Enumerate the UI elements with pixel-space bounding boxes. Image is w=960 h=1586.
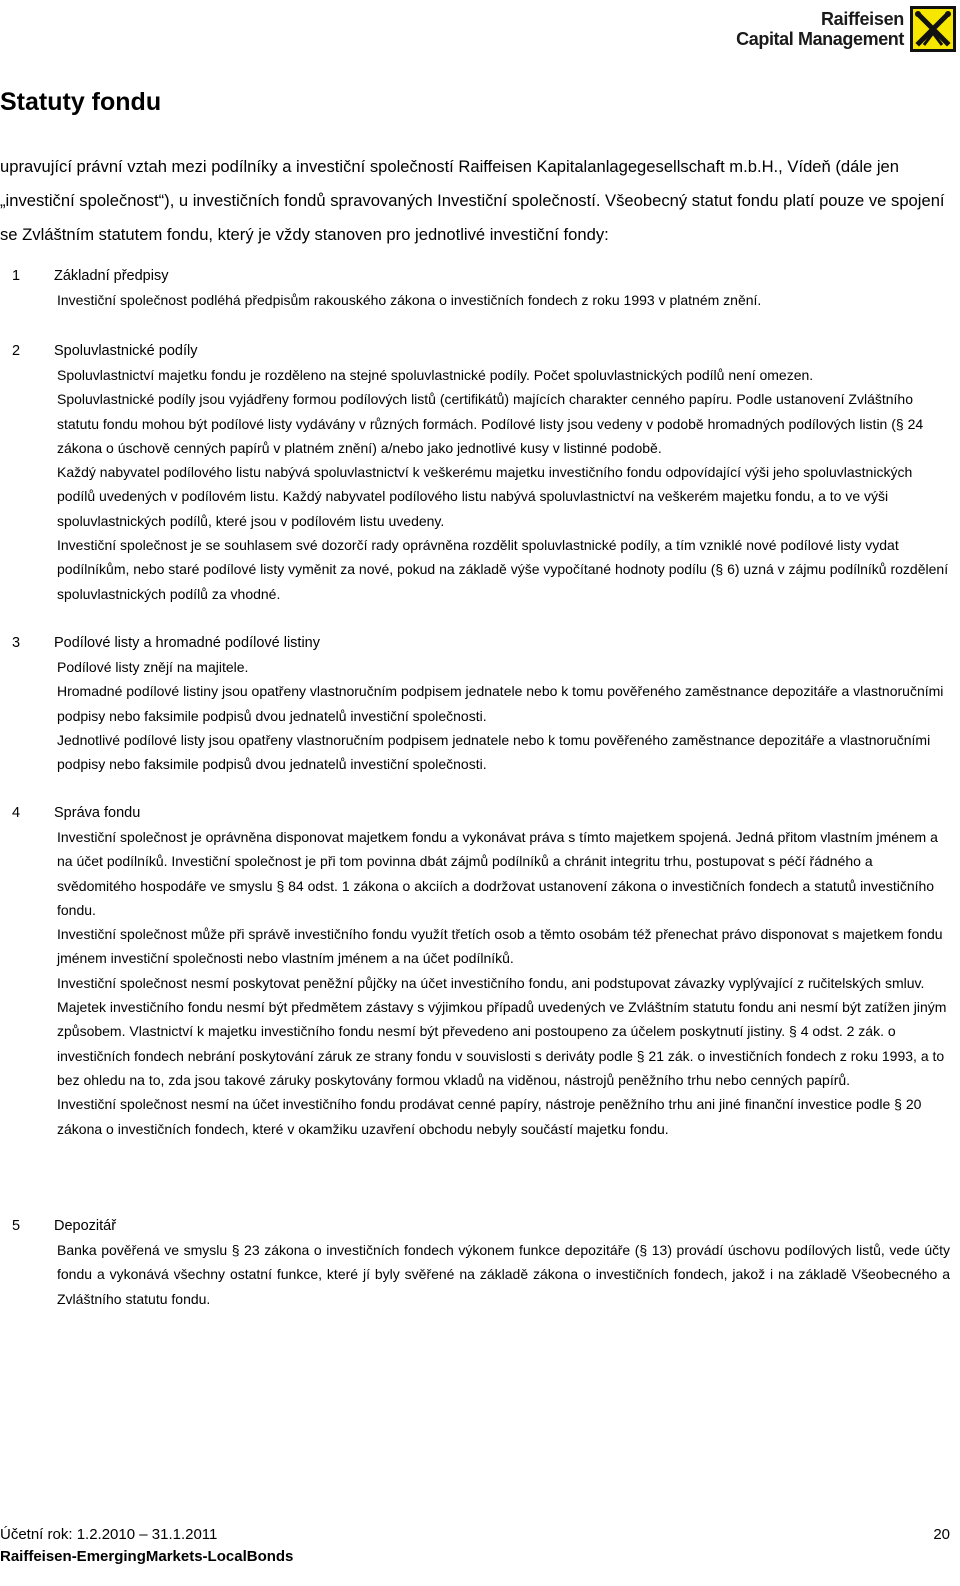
section-paragraph: Banka pověřená ve smyslu § 23 zákona o investičních fondech výkonem funkce depozitáře (§ 13) provádí úschovu podílových listů, vede účty fondu a vykonává všechny ostatní funkce, které jí byly svěřené na základě zákona o investičních fondech, jakož i na základě Všeobecného a Zvláštního statutu fondu. bbox=[57, 1242, 950, 1307]
section-paragraph: Jednotlivé podílové listy jsou opatřeny vlastnoručním podpisem jednatele nebo k tomu pověřeného zaměstnance depozitáře a vlastnoručními podpisy nebo faksimile podpisů dvou jednatelů investiční společnosti. bbox=[57, 731, 931, 773]
section-title: Základní předpisy bbox=[54, 268, 169, 284]
gable-cross-icon bbox=[910, 6, 956, 52]
page-title: Statuty fondu bbox=[0, 88, 162, 116]
section-number: 1 bbox=[12, 268, 21, 284]
section-paragraph: Podílové listy znějí na majitele. bbox=[57, 659, 249, 675]
section-number: 2 bbox=[12, 343, 21, 359]
fiscal-year: Účetní rok: 1.2.2010 – 31.1.2011 bbox=[0, 1526, 218, 1543]
section-basic-rules bbox=[0, 264, 950, 312]
section-heading bbox=[0, 1214, 950, 1238]
section-paragraph: Investiční společnost podléhá předpisům rakouského zákona o investičních fondech z roku 1993 v platném znění. bbox=[57, 292, 762, 308]
section-body bbox=[0, 1238, 950, 1311]
section-certificates bbox=[0, 631, 950, 776]
logo-line1: Raiffeisen bbox=[820, 9, 904, 29]
section-number: 5 bbox=[12, 1218, 21, 1234]
section-paragraph: Spoluvlastnictví majetku fondu je rozděleno na stejné spoluvlastnické podíly. Počet spoluvlastnických podílů není omezen. bbox=[57, 367, 814, 383]
section-paragraph: Investiční společnost je se souhlasem své dozorčí rady oprávněna rozdělit spoluvlastnické podíly, a tím vzniklé nové podílové listy vydat podílníkům, nebo staré podílové listy vyměnit za nové, pokud na základě výše vypočítané hodnoty podílu (§ 6) uzná v zájmu podílníků rozdělení spoluvlastnických podílů za vhodné. bbox=[57, 537, 949, 602]
intro-paragraph: upravující právní vztah mezi podílníky a investiční společností Raiffeisen Kapitalanlagegesellschaft m.b.H., Vídeň (dále jen „investiční společnost“), u investičních fondů spravovaných Investiční společností. Všeobecný statut fondu platí pouze ve spojení se Zvláštním statutem fondu, který je vždy stanoven pro jednotlivé investiční fondy: bbox=[0, 157, 945, 244]
page-footer bbox=[0, 1524, 950, 1568]
section-title: Depozitář bbox=[54, 1218, 117, 1234]
section-paragraph: Každý nabyvatel podílového listu nabývá spoluvlastnictví k veškerému majetku investičního fondu odpovídající výši jeho spoluvlastnických podílů uvedených v podílovém listu. Každý nabyvatel podílového listu nabývá spoluvlastnictví na veškerém majetku fondu, a to ve výši spoluvlastnických podílů, které jsou v podílovém listu uvedeny. bbox=[57, 464, 913, 529]
fund-name: Raiffeisen-EmergingMarkets-LocalBonds bbox=[0, 1548, 294, 1565]
section-heading bbox=[0, 631, 950, 655]
section-body bbox=[0, 825, 950, 1141]
logo-wordmark bbox=[736, 9, 904, 49]
section-number: 3 bbox=[12, 635, 21, 651]
section-fund-management bbox=[0, 801, 950, 1141]
section-body bbox=[0, 655, 950, 776]
section-body bbox=[0, 288, 950, 312]
section-shares bbox=[0, 339, 950, 606]
section-paragraph: Spoluvlastnické podíly jsou vyjádřeny formou podílových listů (certifikátů) majících charakter cenného papíru. Podle ustanovení Zvláštního statutu fondu mohou být podílové listy vydávány v různých formách. Podílové listy jsou vedeny v podobě hromadných podílových listin (§ 24 zákona o úschově cenných papírů v platném znění) a/nebo jako jednotlivé kusy v listinné podobě. bbox=[57, 391, 924, 456]
section-number: 4 bbox=[12, 805, 21, 821]
section-paragraph: Investiční společnost nesmí na účet investičního fondu prodávat cenné papíry, nástroje peněžního trhu ani jiné finanční investice podle § 20 zákona o investičních fondech, které v okamžiku uzavření obchodu nebyly součástí majetku fondu. bbox=[57, 1096, 922, 1137]
page-number: 20 bbox=[933, 1526, 950, 1543]
section-paragraph: Majetek investičního fondu nesmí být předmětem zástavy s výjimkou případů uvedených ve Zvláštním statutu fondu ani nesmí být zatížen jiným způsobem. Vlastnictví k majetku investičního fondu nesmí být převedeno ani postoupeno za účelem poskytnutí jistiny. § 4 odst. 2 zák. o investičních fondech nebrání poskytování záruk ze strany fondu v souvislosti s deriváty podle § 21 zák. o investičních fondech z roku 1993, a to bez ohledu na to, zda jsou takové záruky poskytovány formou vkladů na viděnou, nástrojů peněžního trhu nebo cenných papírů. bbox=[57, 999, 947, 1088]
section-heading bbox=[0, 339, 950, 363]
footer-row bbox=[0, 1524, 950, 1546]
section-title: Podílové listy a hromadné podílové listiny bbox=[54, 635, 320, 651]
section-paragraph: Investiční společnost nesmí poskytovat peněžní půjčky na účet investičního fondu, ani podstupovat závazky vyplývající z ručitelských smluv. bbox=[57, 974, 925, 991]
section-body bbox=[0, 363, 950, 606]
logo-line2: Capital Management bbox=[736, 29, 904, 49]
section-depositary bbox=[0, 1214, 950, 1311]
section-title: Správa fondu bbox=[54, 805, 141, 821]
section-title: Spoluvlastnické podíly bbox=[54, 343, 198, 359]
section-heading bbox=[0, 801, 950, 825]
section-paragraph: Investiční společnost může při správě investičního fondu využít třetích osob a těmto osobám též přenechat právo disponovat s majetkem fondu jménem investiční společnosti nebo vlastním jménem a na účet podílníků. bbox=[57, 926, 943, 967]
section-paragraph: Investiční společnost je oprávněna disponovat majetkem fondu a vykonávat práva s tímto majetkem spojená. Jedná přitom vlastním jménem a na účet podílníků. Investiční společnost je při tom povinna dbát zájmů podílníků a chránit integritu trhu, postupovat s péčí řádného a svědomitého hospodáře ve smyslu § 84 odst. 1 zákona o akciích a dodržovat ustanovení zákona o investičních fondech a statutů investičního fondu. bbox=[57, 829, 938, 918]
section-heading bbox=[0, 264, 950, 288]
section-paragraph: Hromadné podílové listiny jsou opatřeny vlastnoručním podpisem jednatele nebo k tomu pověřeného zaměstnance depozitáře a vlastnoručními podpisy nebo faksimile podpisů dvou jednatelů investiční společnosti. bbox=[57, 683, 944, 724]
raiffeisen-logo bbox=[736, 6, 956, 52]
